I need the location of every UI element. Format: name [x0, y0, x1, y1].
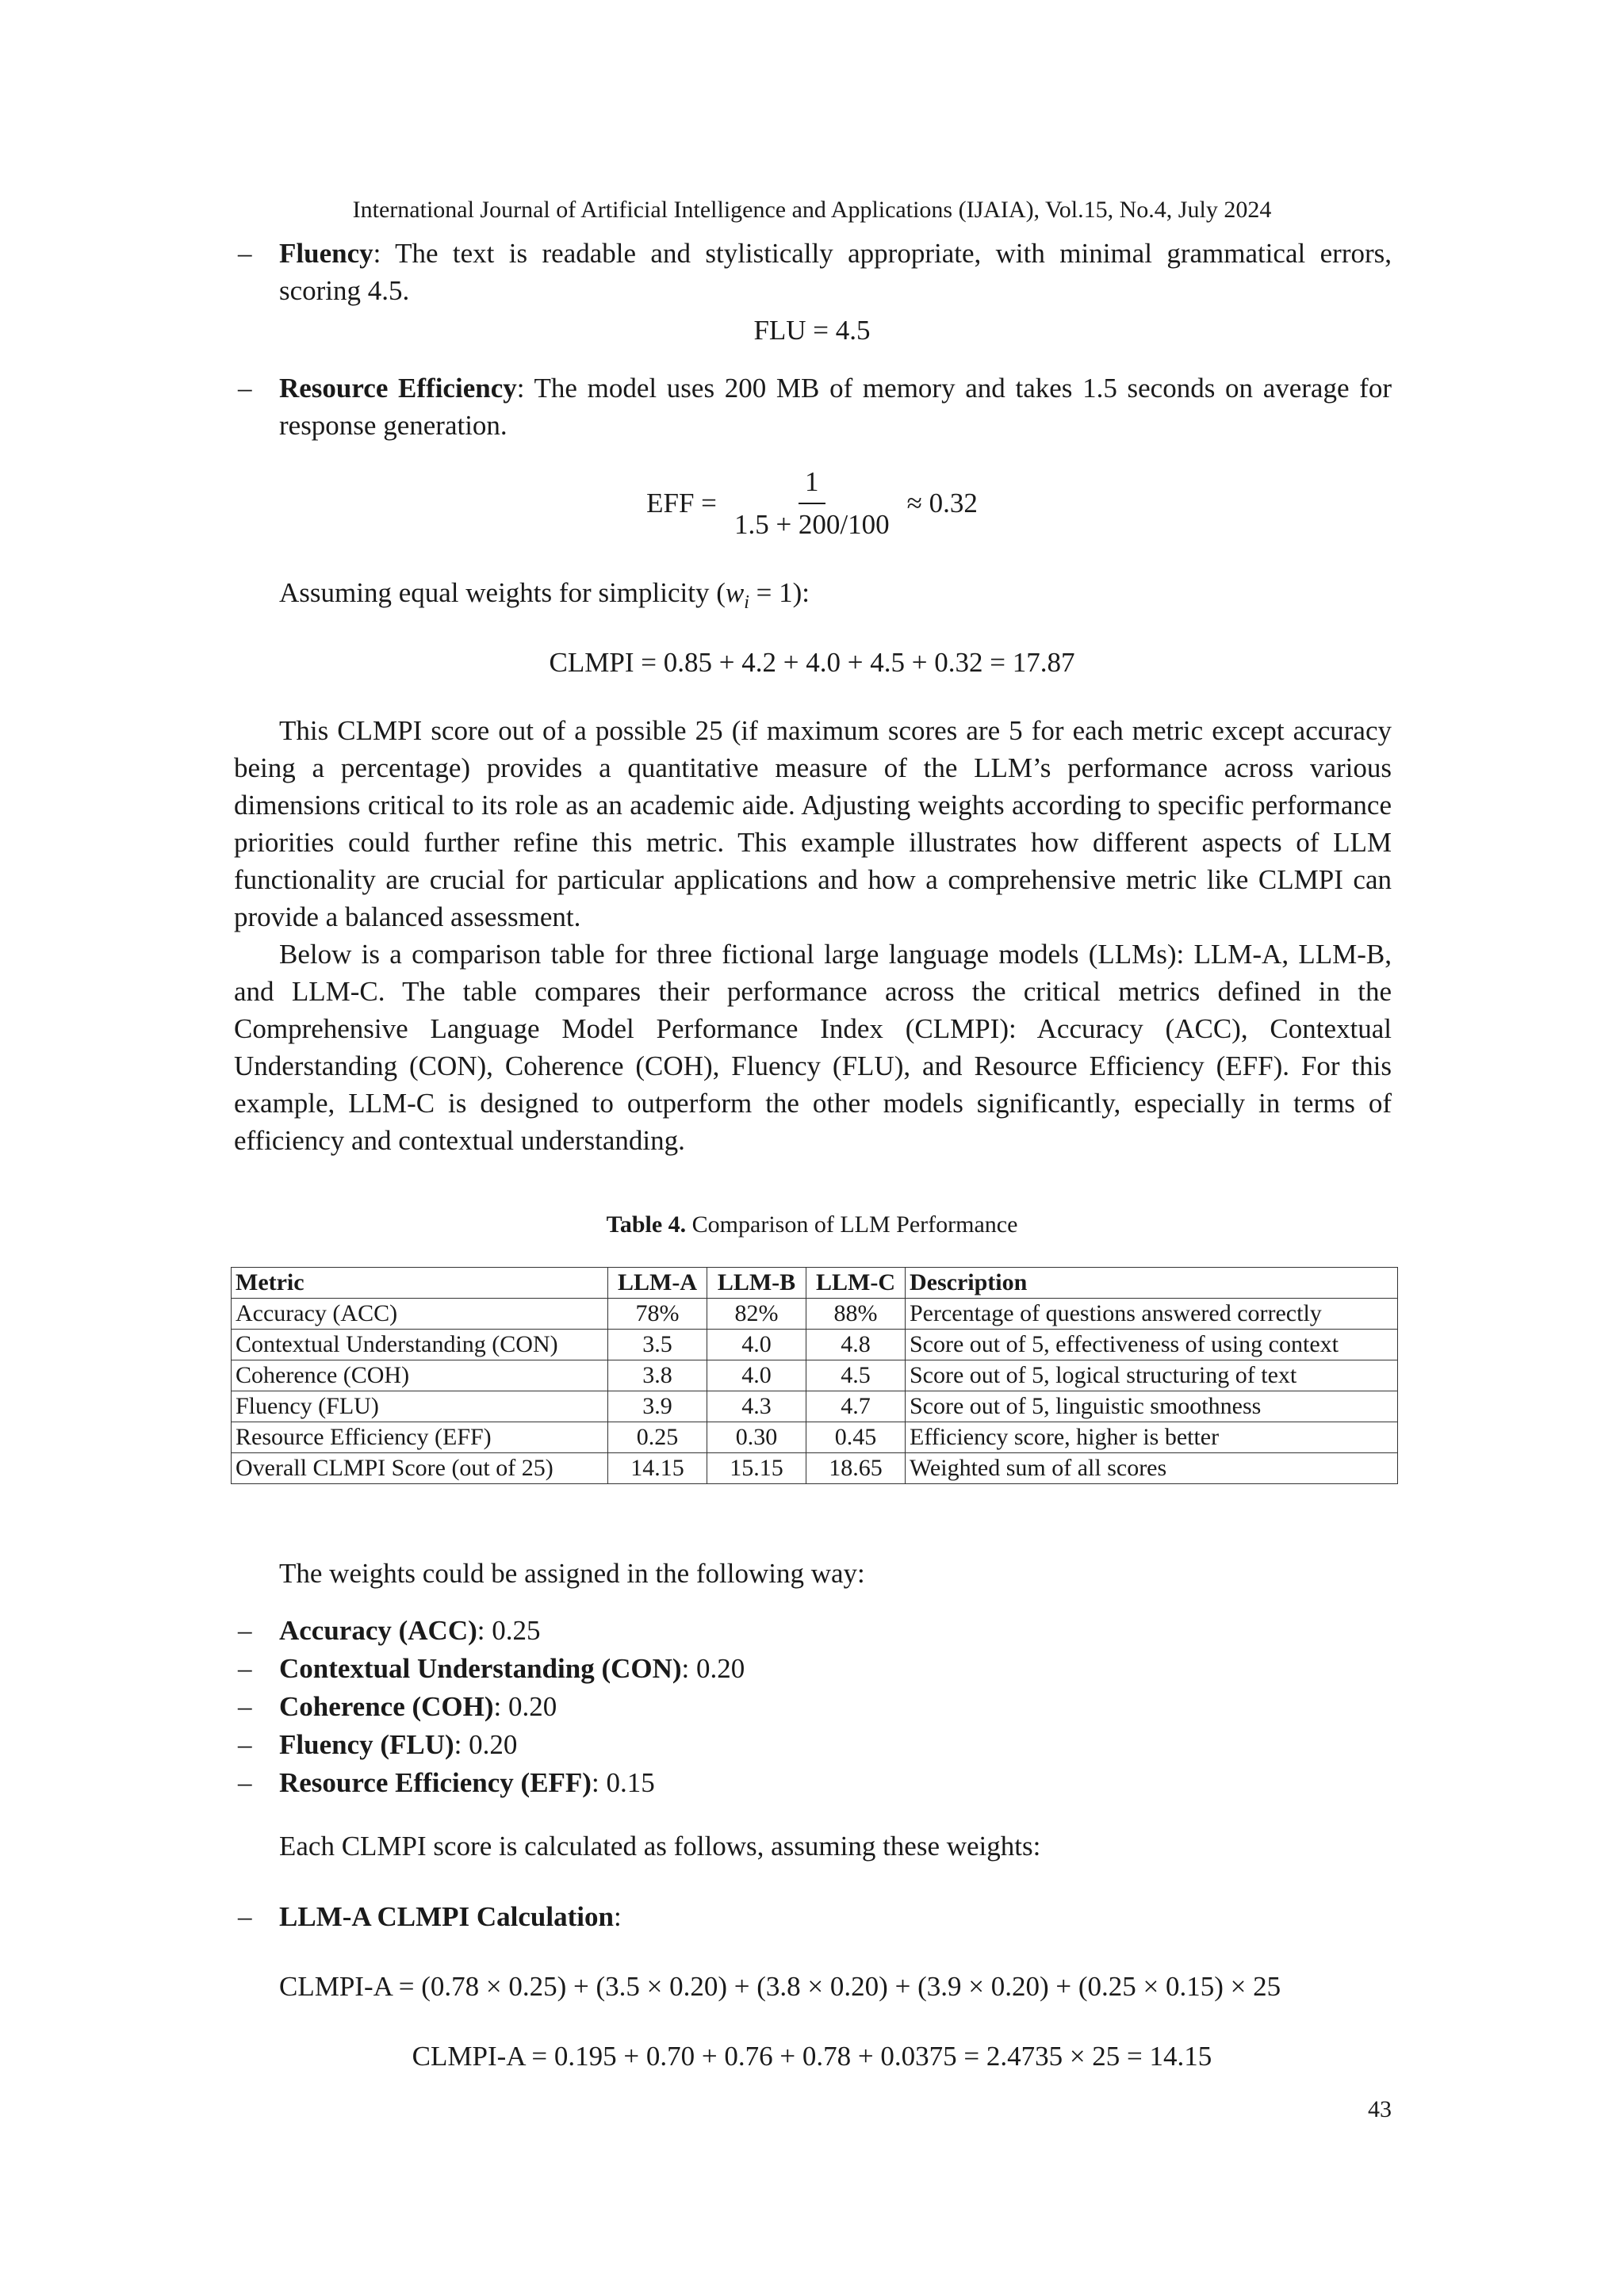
cell-llm-c: 88% [806, 1299, 906, 1330]
header-metric: Metric [232, 1268, 608, 1299]
fluency-label: Fluency [279, 238, 373, 269]
header-llm-c: LLM-C [806, 1268, 906, 1299]
table-caption: Table 4. Comparison of LLM Performance [606, 1211, 1018, 1238]
weight-item-coh: – Coherence (COH): 0.20 [238, 1688, 1392, 1725]
cell-llm-a: 3.8 [608, 1360, 707, 1391]
bullet-dash: – [238, 373, 252, 404]
header-llm-b: LLM-B [707, 1268, 806, 1299]
llm-a-equation-1: CLMPI-A = (0.78 × 0.25) + (3.5 × 0.20) + (3.8 × 0.20) + (3.9 × 0.20) + (0.25 × 0.15) × 25 [279, 1971, 1281, 2002]
cell-llm-b: 4.3 [707, 1391, 806, 1422]
weights-intro: The weights could be assigned in the following way: [279, 1558, 865, 1589]
eff-rhs: ≈ 0.32 [906, 488, 978, 519]
cell-llm-c: 4.7 [806, 1391, 906, 1422]
weight-item-flu: – Fluency (FLU): 0.20 [238, 1726, 1392, 1763]
eff-numerator: 1 [799, 466, 825, 504]
table-row [232, 1453, 1398, 1484]
paragraph-clmpi-score: This CLMPI score out of a possible 25 (if maximum scores are 5 for each metric except accuracy being a percentage) provides a quantitative measure of the LLM’s performance across various dimensions critical to its role as an academic aide. Adjusting weights according to specific performance priorities could further refine this metric. This example illustrates how different aspects of LLM functionality are crucial for particular applications and how a comprehensive metric like CLMPI can provide a balanced assessment. [234, 715, 1392, 932]
table-row [232, 1391, 1398, 1422]
journal-header: International Journal of Artificial Intelligence and Applications (IJAIA), Vol.15, No.4, July 2024 [352, 197, 1272, 223]
bullet-dash: – [238, 1691, 252, 1722]
cell-metric: Fluency (FLU) [232, 1391, 608, 1422]
cell-llm-b: 82% [707, 1299, 806, 1330]
table-row [232, 1360, 1398, 1391]
bullet-dash: – [238, 1729, 252, 1760]
eff-lhs: EFF = [646, 488, 717, 519]
flu-equation: FLU = 4.5 [753, 315, 871, 346]
bullet-dash: – [238, 238, 252, 269]
bullet-dash: – [238, 1653, 252, 1684]
table-row [232, 1422, 1398, 1453]
weight-item-acc: – Accuracy (ACC): 0.25 [238, 1612, 1392, 1649]
cell-llm-b: 4.0 [707, 1330, 806, 1360]
fluency-bullet [238, 235, 1392, 309]
cell-llm-a: 3.5 [608, 1330, 707, 1360]
cell-metric: Accuracy (ACC) [232, 1299, 608, 1330]
eff-denominator: 1.5 + 200/100 [733, 509, 890, 540]
cell-llm-c: 0.45 [806, 1422, 906, 1453]
cell-llm-a: 14.15 [608, 1453, 707, 1484]
fluency-text: Fluency: The text is readable and stylistically appropriate, with minimal grammatical errors, scoring 4.5. [279, 238, 1392, 306]
comparison-table [231, 1267, 1398, 1484]
weight-item-con: – Contextual Understanding (CON): 0.20 [238, 1650, 1392, 1687]
table-row [232, 1330, 1398, 1360]
calc-intro: Each CLMPI score is calculated as follows, assuming these weights: [279, 1831, 1041, 1862]
cell-description: Weighted sum of all scores [906, 1453, 1398, 1484]
cell-description: Score out of 5, logical structuring of text [906, 1360, 1398, 1391]
cell-description: Score out of 5, effectiveness of using context [906, 1330, 1398, 1360]
cell-metric: Coherence (COH) [232, 1360, 608, 1391]
llm-a-equation-2: CLMPI-A = 0.195 + 0.70 + 0.76 + 0.78 + 0.0375 = 2.4735 × 25 = 14.15 [412, 2041, 1212, 2072]
table-header-row [232, 1268, 1398, 1299]
cell-llm-c: 4.5 [806, 1360, 906, 1391]
cell-llm-b: 4.0 [707, 1360, 806, 1391]
weights-assumption: Assuming equal weights for simplicity $(w_i = 1)$: [279, 577, 810, 613]
table-row [232, 1299, 1398, 1330]
efficiency-label: Resource Efficiency [279, 373, 517, 404]
cell-llm-b: 0.30 [707, 1422, 806, 1453]
cell-metric: Overall CLMPI Score (out of 25) [232, 1453, 608, 1484]
cell-llm-c: 4.8 [806, 1330, 906, 1360]
page-number: 43 [1368, 2096, 1392, 2122]
cell-description: Score out of 5, linguistic smoothness [906, 1391, 1398, 1422]
cell-description: Percentage of questions answered correctly [906, 1299, 1398, 1330]
header-description: Description [906, 1268, 1398, 1299]
weight-item-eff: – Resource Efficiency (EFF): 0.15 [238, 1764, 1392, 1801]
cell-llm-a: 0.25 [608, 1422, 707, 1453]
bullet-dash: – [238, 1767, 252, 1798]
cell-metric: Contextual Understanding (CON) [232, 1330, 608, 1360]
clmpi-equation: CLMPI = 0.85 + 4.2 + 4.0 + 4.5 + 0.32 = 17.87 [549, 647, 1075, 678]
efficiency-text: Resource Efficiency: The model uses 200 MB of memory and takes 1.5 seconds on average for response generation. [279, 373, 1392, 441]
cell-llm-c: 18.65 [806, 1453, 906, 1484]
eff-equation [0, 466, 1624, 541]
cell-metric: Resource Efficiency (EFF) [232, 1422, 608, 1453]
cell-llm-a: 3.9 [608, 1391, 707, 1422]
eff-fraction [728, 466, 896, 541]
bullet-dash: – [238, 1901, 252, 1932]
cell-description: Efficiency score, higher is better [906, 1422, 1398, 1453]
paragraph-comparison-intro: Below is a comparison table for three fictional large language models (LLMs): LLM-A, LLM-B, and LLM-C. The table compares their performance across the critical metrics defined in the Comprehensive Language Model Performance Index (CLMPI): Accuracy (ACC), Contextual Understanding (CON), Coherence (COH), Fluency (FLU), and Resource Efficiency (EFF). For this example, LLM-C is designed to outperform the other models significantly, especially in terms of efficiency and contextual understanding. [234, 939, 1392, 1156]
efficiency-bullet [238, 369, 1392, 444]
cell-llm-b: 15.15 [707, 1453, 806, 1484]
bullet-dash: – [238, 1615, 252, 1646]
llm-a-calc-bullet: – LLM-A CLMPI Calculation: [238, 1898, 1392, 1935]
cell-llm-a: 78% [608, 1299, 707, 1330]
header-llm-a: LLM-A [608, 1268, 707, 1299]
